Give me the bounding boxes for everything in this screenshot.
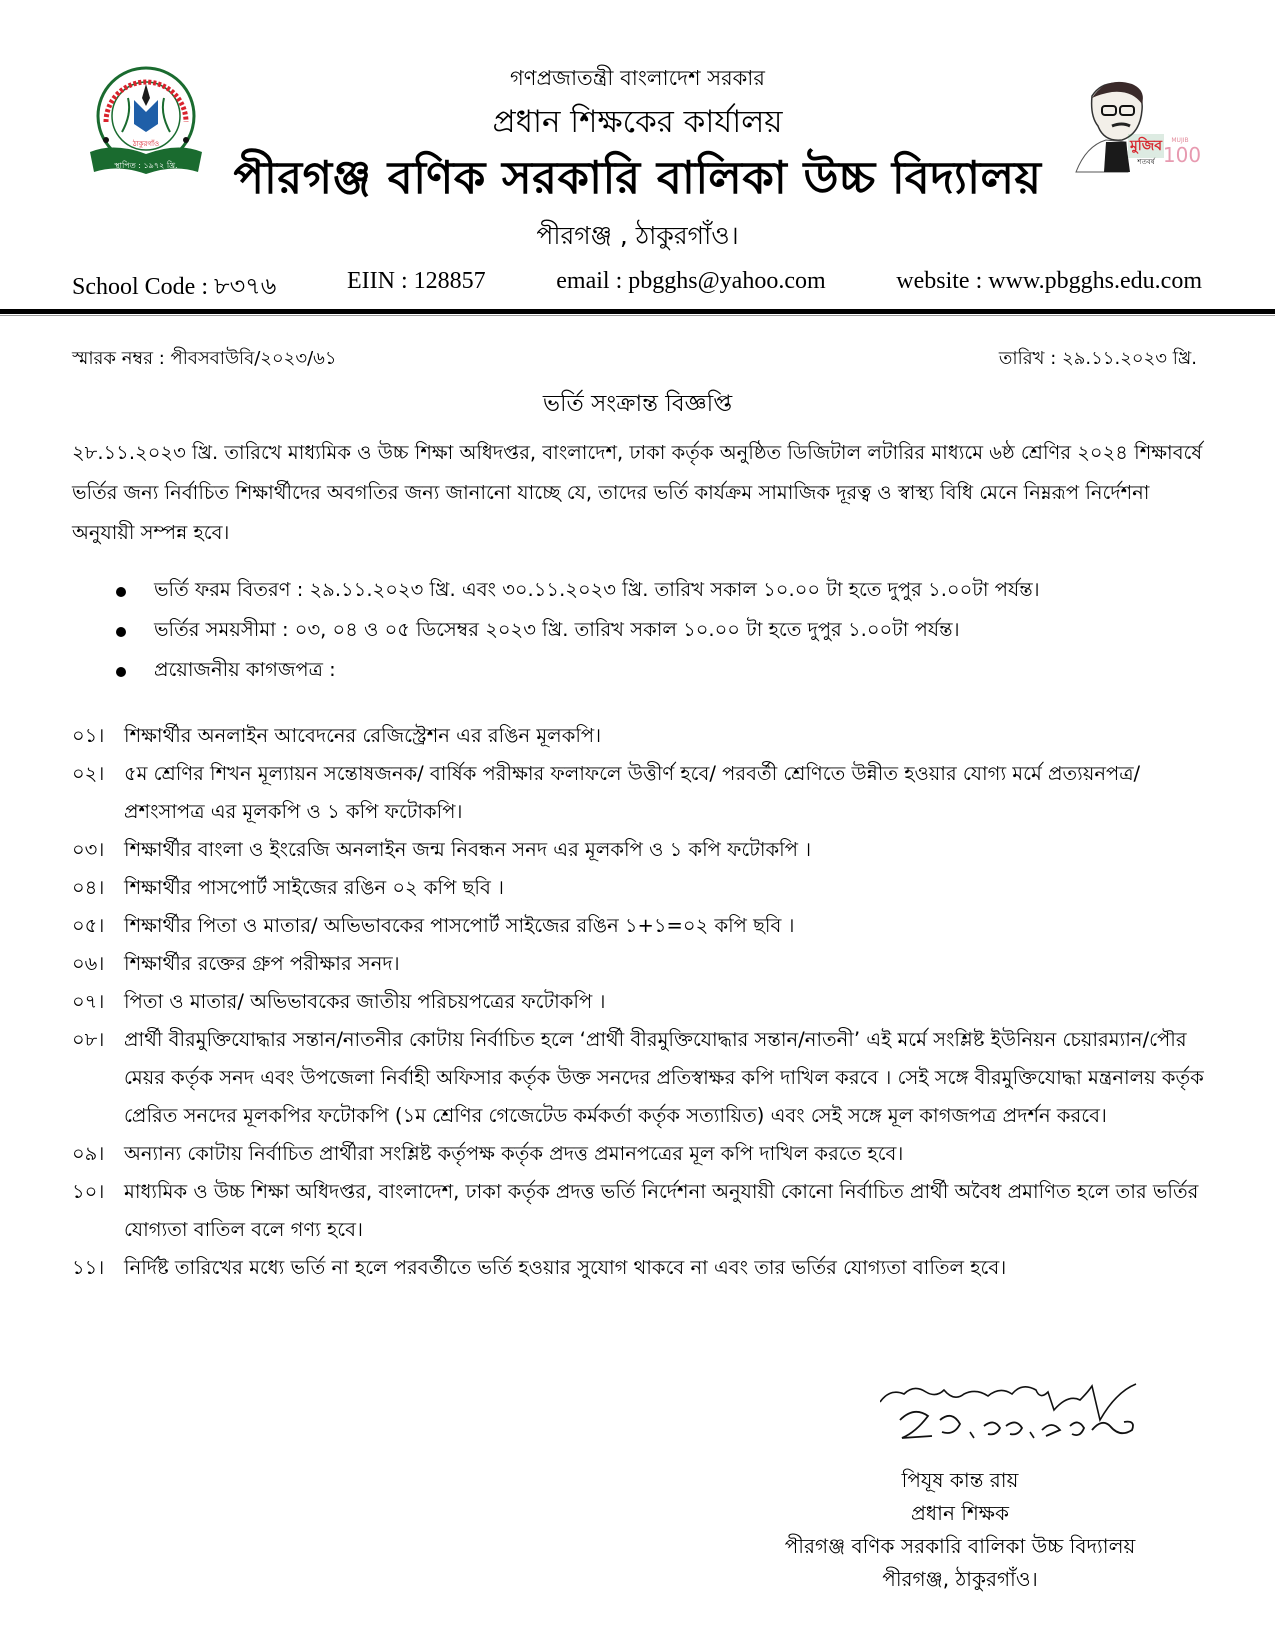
item-number: ১১। [72,1256,105,1279]
item-number: ০৮। [72,1028,105,1051]
item-text: অন্যান্য কোটায় নির্বাচিত প্রার্থীরা সংশ্লিষ্ট কর্তৃপক্ষ কর্তৃক প্রদত্ত প্রমানপত্রের মূল কপি দাখিল করতে হবে। [124,1142,904,1165]
list-item [72,1249,1212,1287]
mujib-sub-label: শতবর্ষ [1137,158,1155,166]
item-text: শিক্ষার্থীর পাসপোর্ট সাইজের রঙিন ০২ কপি ছবি । [124,876,504,899]
crest-ribbon-text: স্থাপিত : ১৯৭২ খ্রি. [114,161,178,170]
item-number: ০২। [72,762,105,785]
list-item [72,1135,1212,1173]
bullet-icon [116,667,126,677]
item-number: ১০। [72,1180,105,1203]
notice-title: ভর্তি সংক্রান্ত বিজ্ঞপ্তি [542,391,733,417]
list-item [72,1173,1212,1249]
signatory-location: পীরগঞ্জ, ঠাকুরগাঁও। [882,1567,1038,1591]
header-divider [0,309,1275,314]
header-divider-thin [0,315,1275,316]
office-line: প্রধান শিক্ষকের কার্যালয় [492,104,783,140]
bullet-text: ভর্তি ফরম বিতরণ : ২৯.১১.২০২৩ খ্রি. এবং ৩০.১১.২০২৩ খ্রি. তারিখ সকাল ১০.০০ টা হতে দুপুর ১.০০টা পর্যন্ত। [154,578,1040,601]
item-text: শিক্ষার্থীর রক্তের গ্রুপ পরীক্ষার সনদ। [124,952,400,975]
bullet-item [110,572,1210,612]
list-item [72,717,1212,755]
mujib-label: মুজিব [1129,138,1163,154]
signatory-designation: প্রধান শিক্ষক [911,1501,1009,1525]
bullet-item [110,652,1210,692]
memo-date: তারিখ : ২৯.১১.২০২৩ খ্রি. [998,348,1197,369]
bullet-item [110,612,1210,652]
bullet-icon [116,627,126,637]
list-item [72,755,1212,831]
item-number: ০১। [72,724,105,747]
list-item [72,869,1212,907]
item-text: ৫ম শ্রেণির শিখন মূল্যায়ন সন্তোষজনক/ বার্ষিক পরীক্ষার ফলাফলে উত্তীর্ণ হবে/ পরবর্তী শ্রেণিতে উন্নীত হওয়ার যোগ্য মর্মে প্রত্যয়নপত্র/ প্রশংসাপত্র এর মূলকপি ও ১ কপি ফটোকপি। [124,762,1141,823]
email: email : pbgghs@yahoo.com [556,268,826,294]
item-text: প্রার্থী বীরমুক্তিযোদ্ধার সন্তান/নাতনীর কোটায় নির্বাচিত হলে ‘প্রার্থী বীরমুক্তিযোদ্ধার সন্তান/নাতনী’ এই মর্মে সংশ্লিষ্ট ইউনিয়ন চেয়ারম্যান/পৌর মেয়র কর্তৃক সনদ এবং উপজেলা নির্বাহী অফিসার কর্তৃক উক্ত সনদের প্রতিস্বাক্ষর কপি দাখিল করবে । সেই সঙ্গে বীরমুক্তিযোদ্ধা মন্ত্রনালয় কর্তৃক প্রেরিত সনদের মূলকপির ফটোকপি (১ম শ্রেণির গেজেটেড কর্মকর্তা কর্তৃক সত্যায়িত) এবং সেই সঙ্গে মূল কাগজপত্র প্রদর্শন করবে। [124,1028,1204,1127]
item-number: ০৫। [72,914,105,937]
item-text: নির্দিষ্ট তারিখের মধ্যে ভর্তি না হলে পরবর্তীতে ভর্তি হওয়ার সুযোগ থাকবে না এবং তার ভর্তির যোগ্যতা বাতিল হবে। [124,1256,1007,1279]
item-number: ০৪। [72,876,105,899]
signature-icon [880,1380,1160,1460]
portrait-icon [1062,76,1204,176]
svg-text:100: 100 [1162,143,1202,167]
signatory-name: পিযূষ কান্ত রায় [901,1468,1019,1492]
bullet-text: ভর্তির সময়সীমা : ০৩, ০৪ ও ০৫ ডিসেম্বর ২০২৩ খ্রি. তারিখ সকাল ১০.০০ টা হতে দুপুর ১.০০টা পর্যন্ত। [154,618,960,641]
eiin: EIIN : 128857 [347,268,486,294]
bullet-icon [116,587,126,597]
list-item [72,831,1212,869]
list-item [72,1021,1212,1135]
item-text: শিক্ষার্থীর পিতা ও মাতার/ অভিভাবকের পাসপোর্ট সাইজের রঙিন ১+১=০২ কপি ছবি । [124,914,795,937]
handwritten-signature [880,1380,1160,1460]
school-code: School Code : ৮৩৭৬ [72,274,277,300]
item-number: ০৭। [72,990,105,1013]
required-documents-list [72,717,1212,1287]
bullet-text: প্রয়োজনীয় কাগজপত্র : [154,658,336,681]
contact-info-row [72,268,1202,308]
school-name-heading: পীরগঞ্জ বণিক সরকারি বালিকা উচ্চ বিদ্যালয় [233,151,1042,204]
item-number: ০৩। [72,838,105,861]
intro-paragraph: ২৮.১১.২০২৩ খ্রি. তারিখে মাধ্যমিক ও উচ্চ শিক্ষা অধিদপ্তর, বাংলাদেশ, ঢাকা কর্তৃক অনুষ্ঠিত ডিজিটাল লটারির মাধ্যমে ৬ষ্ঠ শ্রেণির ২০২৪ শিক্ষাবর্ষে ভর্তির জন্য নির্বাচিত শিক্ষার্থীদের অবগতির জন্য জানানো যাচ্ছে যে, তাদের ভর্তি কার্যক্রম সামাজিক দূরত্ব ও স্বাস্থ্য বিধি মেনে নিম্নরূপ নির্দেশনা অনুযায়ী সম্পন্ন হবে। [72,441,1203,544]
item-number: ০৬। [72,952,105,975]
item-text: শিক্ষার্থীর অনলাইন আবেদনের রেজিস্ট্রেশন এর রঙিন মূলকপি। [124,724,602,747]
website: website : www.pbgghs.edu.com [896,268,1202,294]
list-item [72,983,1212,1021]
svg-text:MUJIB: MUJIB [1171,137,1189,144]
signatory-school: পীরগঞ্জ বণিক সরকারি বালিকা উচ্চ বিদ্যালয় [784,1534,1136,1558]
item-text: পিতা ও মাতার/ অভিভাবকের জাতীয় পরিচয়পত্রের ফটোকপি । [124,990,606,1013]
item-text: শিক্ষার্থীর বাংলা ও ইংরেজি অনলাইন জন্ম নিবন্ধন সনদ এর মূলকপি ও ১ কপি ফটোকপি । [124,838,812,861]
list-item [72,907,1212,945]
list-item [72,945,1212,983]
item-text: মাধ্যমিক ও উচ্চ শিক্ষা অধিদপ্তর, বাংলাদেশ, ঢাকা কর্তৃক প্রদত্ত ভর্তি নির্দেশনা অনুযায়ী কোনো নির্বাচিত প্রার্থী অবৈধ প্রমাণিত হলে তার ভর্তির যোগ্যতা বাতিল বলে গণ্য হবে। [124,1180,1199,1241]
signature-block [760,1464,1160,1596]
memo-number: স্মারক নম্বর : পীবসবাউবি/২০২৩/৬১ [72,348,337,369]
mujib-100-logo [1062,76,1204,176]
government-line: গণপ্রজাতন্ত্রী বাংলাদেশ সরকার [510,66,765,90]
school-location: পীরগঞ্জ , ঠাকুরগাঁও। [536,221,739,250]
crest-bottom-text: ঠাকুরগাঁও [132,140,160,148]
bullet-list [110,572,1210,692]
item-number: ০৯। [72,1142,105,1165]
